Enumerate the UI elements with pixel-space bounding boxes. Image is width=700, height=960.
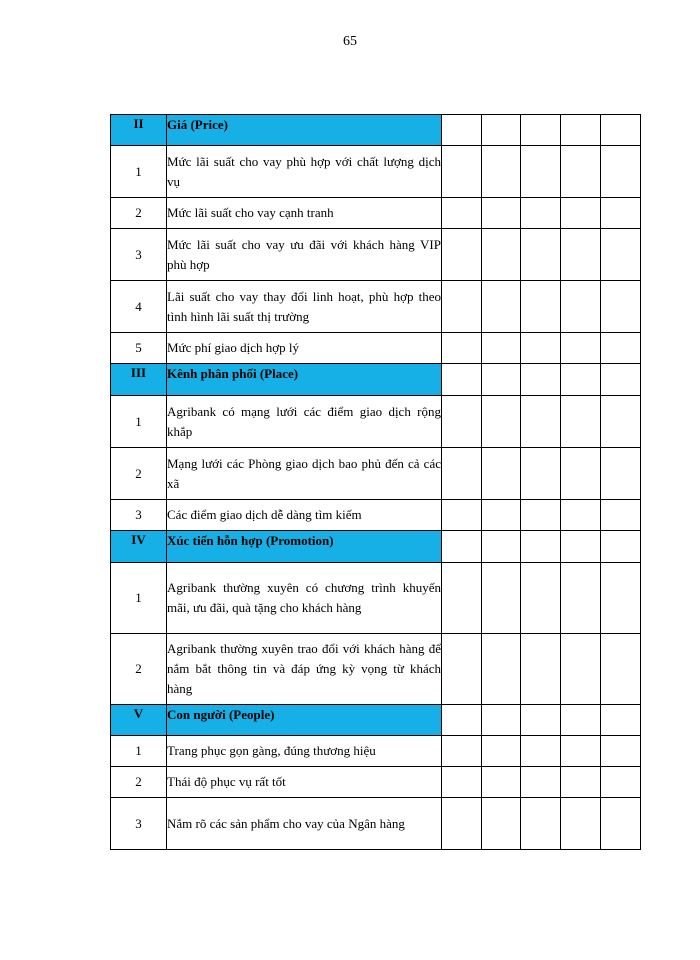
item-number: 2 <box>111 634 167 705</box>
rating-cell-5[interactable] <box>601 798 641 850</box>
rating-cell-5[interactable] <box>601 634 641 705</box>
criterion-text: Agribank thường xuyên có chương trình khuyến mãi, ưu đãi, quà tặng cho khách hàng <box>167 563 442 634</box>
rating-cell-1[interactable] <box>442 531 482 563</box>
rating-cell-2[interactable] <box>482 798 521 850</box>
rating-cell-2[interactable] <box>482 448 521 500</box>
rating-cell-3[interactable] <box>521 634 561 705</box>
rating-cell-1[interactable] <box>442 736 482 767</box>
item-number: 5 <box>111 333 167 364</box>
rating-cell-4[interactable] <box>561 634 601 705</box>
table-row <box>111 146 641 198</box>
table-row <box>111 736 641 767</box>
section-number: V <box>111 705 167 736</box>
rating-cell-4[interactable] <box>561 229 601 281</box>
item-number: 4 <box>111 281 167 333</box>
rating-cell-2[interactable] <box>482 281 521 333</box>
rating-cell-5[interactable] <box>601 229 641 281</box>
rating-cell-2[interactable] <box>482 563 521 634</box>
rating-cell-3[interactable] <box>521 563 561 634</box>
rating-cell-3[interactable] <box>521 798 561 850</box>
rating-cell-3[interactable] <box>521 333 561 364</box>
rating-cell-1[interactable] <box>442 767 482 798</box>
rating-cell-5[interactable] <box>601 448 641 500</box>
table-row <box>111 798 641 850</box>
item-number: 1 <box>111 563 167 634</box>
rating-cell-4[interactable] <box>561 531 601 563</box>
rating-cell-1[interactable] <box>442 798 482 850</box>
rating-cell-3[interactable] <box>521 146 561 198</box>
rating-cell-3[interactable] <box>521 531 561 563</box>
item-number: 2 <box>111 448 167 500</box>
section-title: Con người (People) <box>167 705 442 736</box>
rating-cell-3[interactable] <box>521 115 561 146</box>
rating-cell-4[interactable] <box>561 146 601 198</box>
rating-cell-3[interactable] <box>521 396 561 448</box>
section-row <box>111 531 641 563</box>
rating-cell-1[interactable] <box>442 115 482 146</box>
criterion-text: Agribank có mạng lưới các điểm giao dịch rộng khắp <box>167 396 442 448</box>
rating-cell-5[interactable] <box>601 531 641 563</box>
rating-cell-2[interactable] <box>482 364 521 396</box>
item-number: 3 <box>111 500 167 531</box>
rating-cell-2[interactable] <box>482 500 521 531</box>
rating-cell-2[interactable] <box>482 333 521 364</box>
rating-cell-2[interactable] <box>482 531 521 563</box>
rating-cell-4[interactable] <box>561 281 601 333</box>
rating-cell-4[interactable] <box>561 333 601 364</box>
rating-cell-1[interactable] <box>442 500 482 531</box>
criterion-text: Lãi suất cho vay thay đổi linh hoạt, phù hợp theo tình hình lãi suất thị trường <box>167 281 442 333</box>
page-number: 65 <box>343 34 357 49</box>
rating-cell-1[interactable] <box>442 333 482 364</box>
rating-cell-2[interactable] <box>482 115 521 146</box>
rating-cell-2[interactable] <box>482 736 521 767</box>
rating-cell-5[interactable] <box>601 115 641 146</box>
rating-cell-1[interactable] <box>442 705 482 736</box>
criterion-text: Nắm rõ các sản phẩm cho vay của Ngân hàng <box>167 798 442 850</box>
criterion-text: Mức phí giao dịch hợp lý <box>167 333 442 364</box>
rating-cell-5[interactable] <box>601 500 641 531</box>
rating-cell-3[interactable] <box>521 705 561 736</box>
rating-cell-3[interactable] <box>521 198 561 229</box>
criterion-text: Trang phục gọn gàng, đúng thương hiệu <box>167 736 442 767</box>
rating-cell-4[interactable] <box>561 396 601 448</box>
item-number: 1 <box>111 396 167 448</box>
criterion-text: Agribank thường xuyên trao đổi với khách hàng để nắm bắt thông tin và đáp ứng kỳ vọng từ khách hàng <box>167 634 442 705</box>
rating-cell-3[interactable] <box>521 281 561 333</box>
rating-cell-2[interactable] <box>482 146 521 198</box>
rating-cell-4[interactable] <box>561 798 601 850</box>
rating-cell-4[interactable] <box>561 448 601 500</box>
rating-cell-4[interactable] <box>561 767 601 798</box>
criterion-text: Mức lãi suất cho vay cạnh tranh <box>167 198 442 229</box>
table-row <box>111 563 641 634</box>
rating-cell-2[interactable] <box>482 634 521 705</box>
section-row <box>111 705 641 736</box>
item-number: 2 <box>111 198 167 229</box>
rating-cell-2[interactable] <box>482 229 521 281</box>
rating-cell-5[interactable] <box>601 146 641 198</box>
rating-cell-1[interactable] <box>442 448 482 500</box>
rating-cell-3[interactable] <box>521 767 561 798</box>
survey-table <box>110 114 641 850</box>
rating-cell-1[interactable] <box>442 198 482 229</box>
table-row <box>111 281 641 333</box>
table-row <box>111 198 641 229</box>
rating-cell-5[interactable] <box>601 198 641 229</box>
rating-cell-4[interactable] <box>561 705 601 736</box>
rating-cell-5[interactable] <box>601 396 641 448</box>
rating-cell-4[interactable] <box>561 500 601 531</box>
table-row <box>111 333 641 364</box>
rating-cell-5[interactable] <box>601 563 641 634</box>
table-row <box>111 229 641 281</box>
section-title: Kênh phân phối (Place) <box>167 364 442 396</box>
rating-cell-1[interactable] <box>442 396 482 448</box>
criterion-text: Các điểm giao dịch dễ dàng tìm kiếm <box>167 500 442 531</box>
rating-cell-5[interactable] <box>601 281 641 333</box>
rating-cell-4[interactable] <box>561 115 601 146</box>
rating-cell-2[interactable] <box>482 705 521 736</box>
rating-cell-3[interactable] <box>521 364 561 396</box>
table-row <box>111 448 641 500</box>
rating-cell-1[interactable] <box>442 563 482 634</box>
rating-cell-3[interactable] <box>521 500 561 531</box>
section-number: III <box>111 364 167 396</box>
rating-cell-3[interactable] <box>521 736 561 767</box>
rating-cell-5[interactable] <box>601 736 641 767</box>
section-number: IV <box>111 531 167 563</box>
table-row <box>111 396 641 448</box>
item-number: 3 <box>111 229 167 281</box>
rating-cell-5[interactable] <box>601 333 641 364</box>
rating-cell-1[interactable] <box>442 634 482 705</box>
criterion-text: Mức lãi suất cho vay phù hợp với chất lượng dịch vụ <box>167 146 442 198</box>
rating-cell-5[interactable] <box>601 364 641 396</box>
section-number: II <box>111 115 167 146</box>
rating-cell-1[interactable] <box>442 146 482 198</box>
rating-cell-2[interactable] <box>482 396 521 448</box>
rating-cell-4[interactable] <box>561 364 601 396</box>
criterion-text: Mức lãi suất cho vay ưu đãi với khách hàng VIP phù hợp <box>167 229 442 281</box>
rating-cell-5[interactable] <box>601 705 641 736</box>
criterion-text: Thái độ phục vụ rất tốt <box>167 767 442 798</box>
rating-cell-2[interactable] <box>482 198 521 229</box>
section-row <box>111 115 641 146</box>
table-row <box>111 634 641 705</box>
rating-cell-3[interactable] <box>521 448 561 500</box>
rating-cell-4[interactable] <box>561 563 601 634</box>
item-number: 2 <box>111 767 167 798</box>
rating-cell-1[interactable] <box>442 364 482 396</box>
table-row <box>111 500 641 531</box>
survey-table-body <box>111 115 641 850</box>
rating-cell-1[interactable] <box>442 281 482 333</box>
rating-cell-1[interactable] <box>442 229 482 281</box>
section-title: Xúc tiến hỗn hợp (Promotion) <box>167 531 442 563</box>
item-number: 3 <box>111 798 167 850</box>
table-row <box>111 767 641 798</box>
rating-cell-3[interactable] <box>521 229 561 281</box>
item-number: 1 <box>111 736 167 767</box>
section-title: Giá (Price) <box>167 115 442 146</box>
item-number: 1 <box>111 146 167 198</box>
rating-cell-5[interactable] <box>601 767 641 798</box>
rating-cell-4[interactable] <box>561 198 601 229</box>
criterion-text: Mạng lưới các Phòng giao dịch bao phủ đến cả các xã <box>167 448 442 500</box>
rating-cell-4[interactable] <box>561 736 601 767</box>
section-row <box>111 364 641 396</box>
rating-cell-2[interactable] <box>482 767 521 798</box>
